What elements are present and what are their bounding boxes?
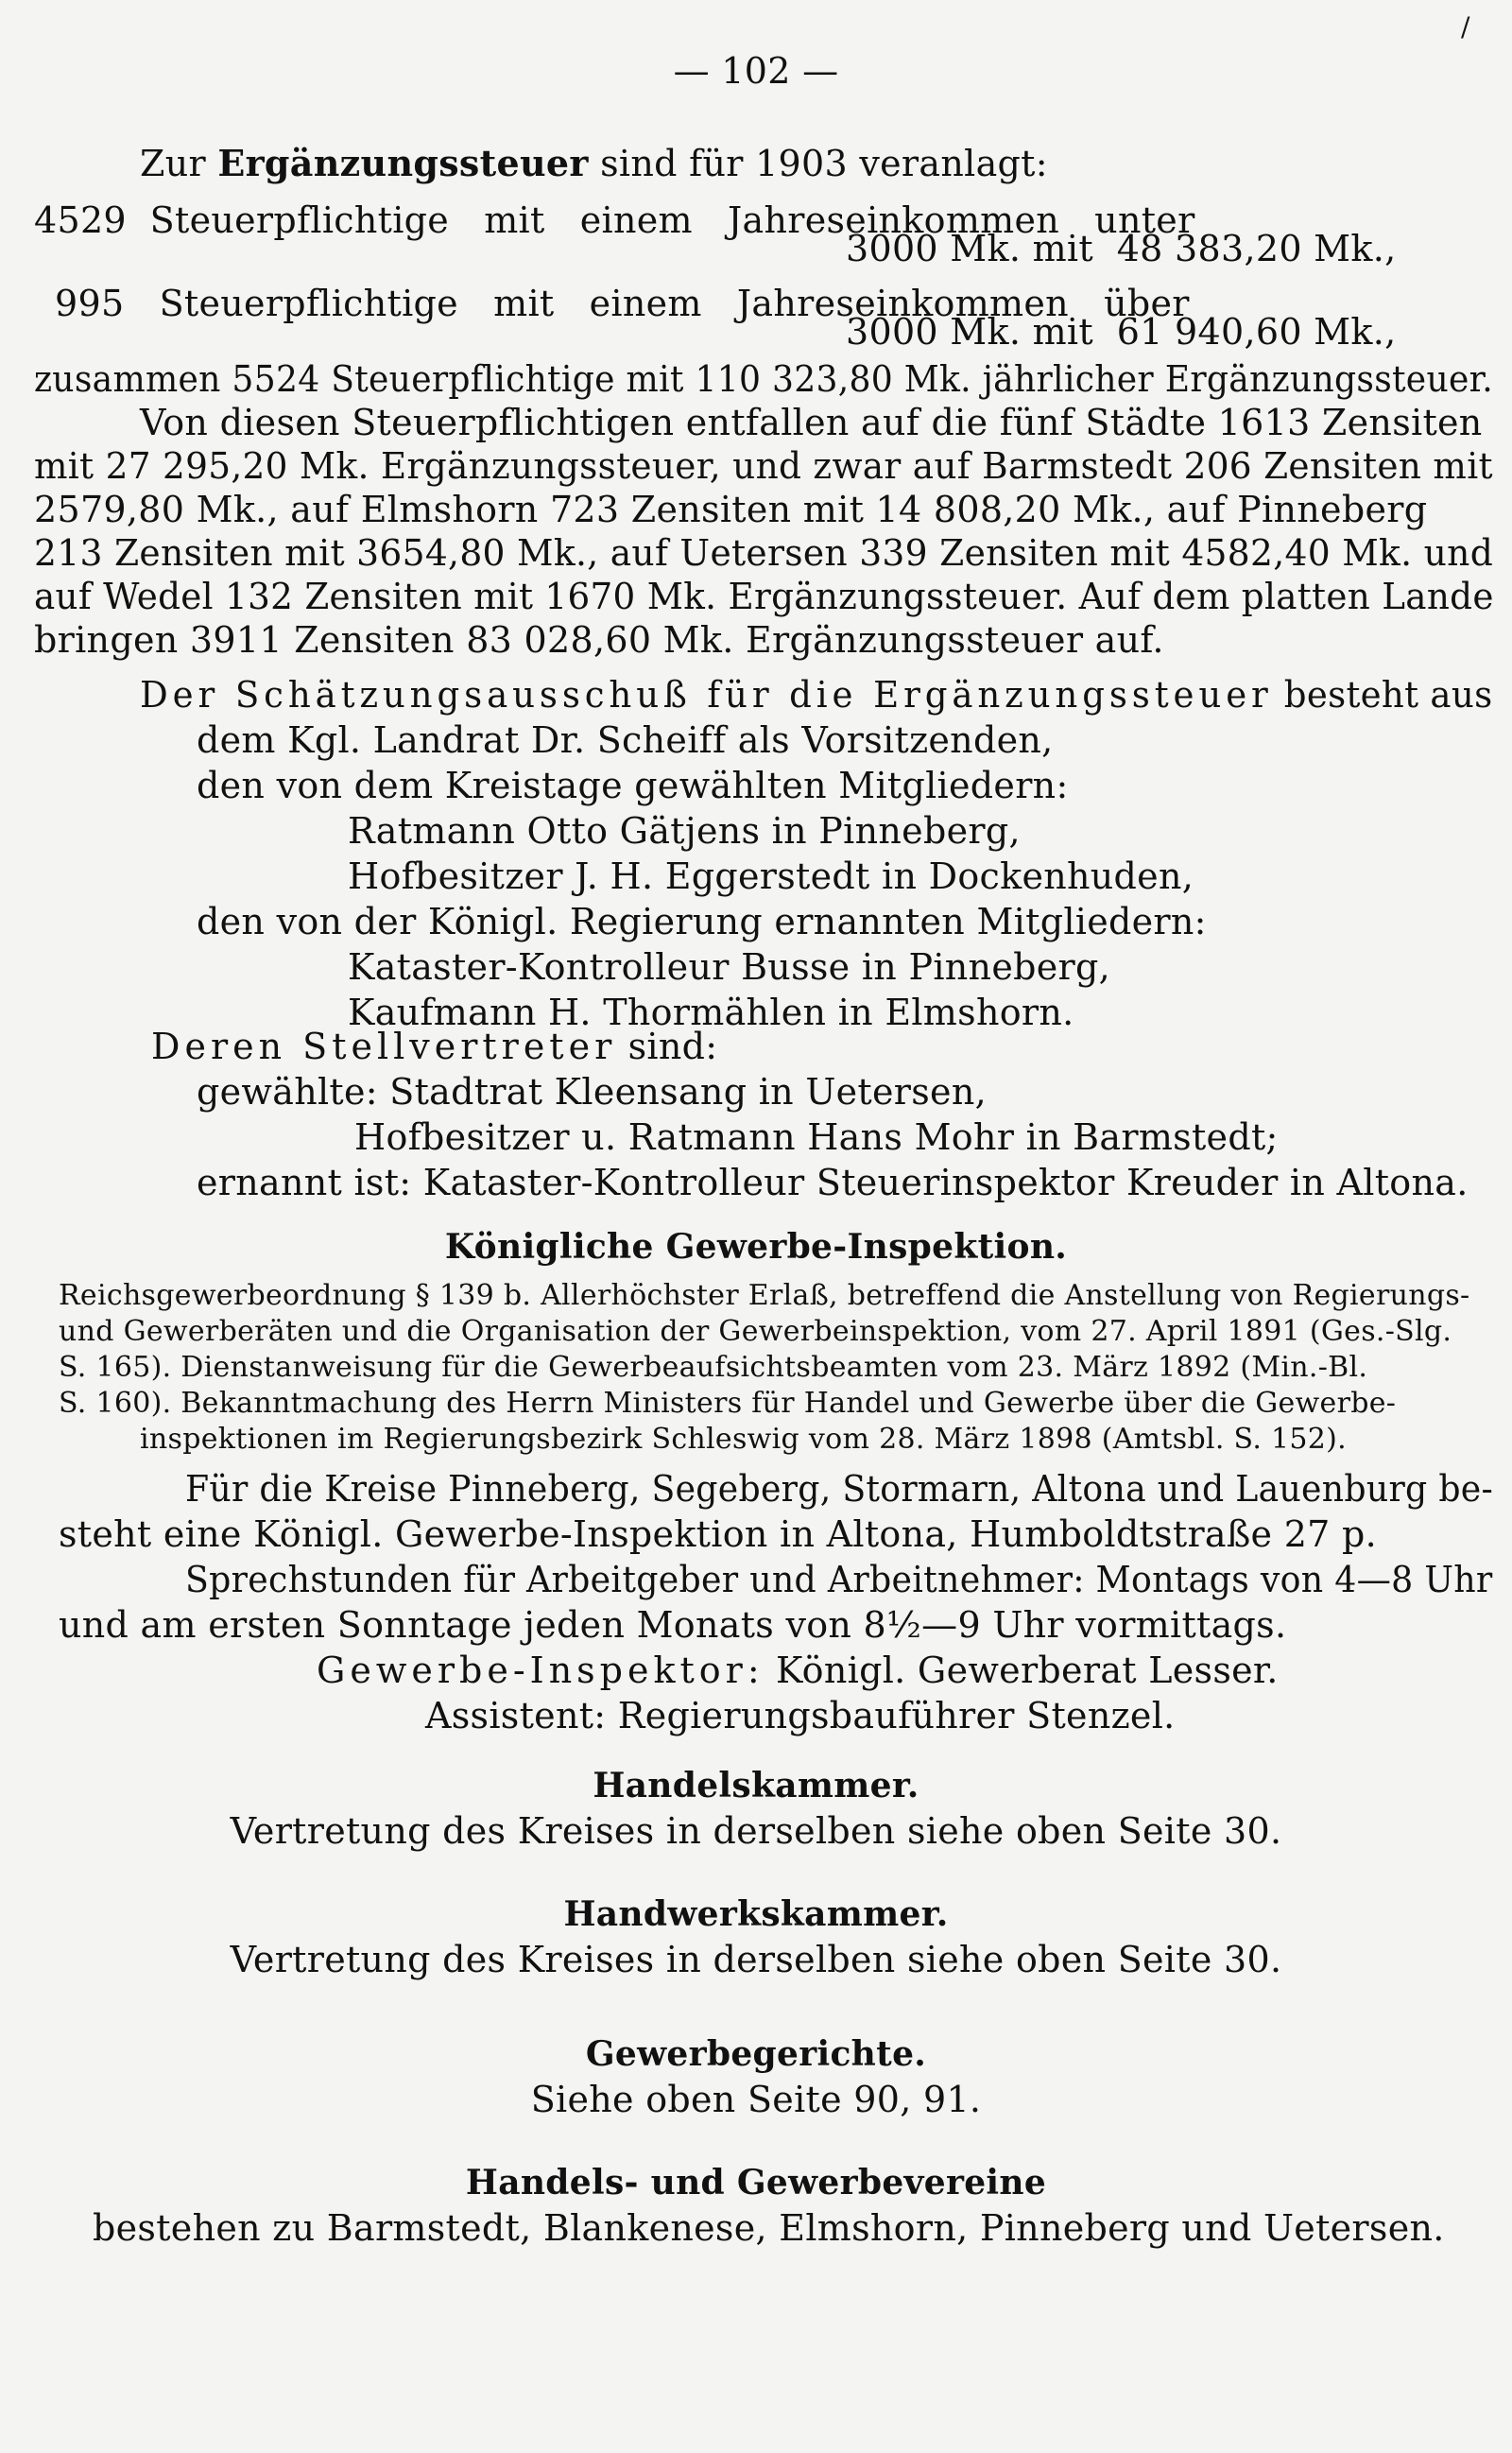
vereine-text: bestehen zu Barmstedt, Blankenese, Elmshorn, Pinneberg und Uetersen. <box>93 2207 1445 2249</box>
gewerbegerichte-text: Siehe oben Seite 90, 91. <box>530 2079 982 2120</box>
stellv-ernannt: ernannt ist: Kataster-Kontrolleur Steuerinspektor Kreuder in Altona. <box>197 1162 1469 1203</box>
corner-mark: / <box>1461 11 1470 43</box>
ausschuss-chair: dem Kgl. Landrat Dr. Scheiff als Vorsitzenden, <box>197 719 1054 761</box>
erg-para-line-3: 2579,80 Mk., auf Elmshorn 723 Zensiten mit 14 808,20 Mk., auf Pinneberg <box>34 489 1428 530</box>
erg-para-line-6: bringen 3911 Zensiten 83 028,60 Mk. Ergänzungssteuer auf. <box>34 619 1164 661</box>
erg-intro-term: Ergänzungssteuer <box>217 142 589 184</box>
gewerbe-heading: Königliche Gewerbe-Inspektion. <box>444 1227 1068 1267</box>
gewerbe-inspector <box>317 1649 1279 1692</box>
gewerbe-inspector-name: Königl. Gewerberat Lesser. <box>764 1650 1279 1691</box>
ausschuss-title-rest: besteht aus <box>1272 674 1493 716</box>
ausschuss-member-2: Hofbesitzer J. H. Eggerstedt in Dockenhuden, <box>348 855 1194 897</box>
handelskammer-text: Vertretung des Kreises in derselben siehe oben Seite 30. <box>230 1810 1282 1852</box>
gewerbegerichte-heading: Gewerbegerichte. <box>585 2034 927 2074</box>
gewerbe-source-3: S. 165). Dienstanweisung für die Gewerbeaufsichtsbeamten vom 23. März 1892 (Min.-Bl. <box>59 1351 1368 1384</box>
ausschuss-regierung: den von der Königl. Regierung ernannten Mitgliedern: <box>197 901 1207 942</box>
erg-total: zusammen 5524 Steuerpflichtige mit 110 323,80 Mk. jährlicher Ergänzungssteuer. <box>34 358 1493 400</box>
page-number: — 102 — <box>673 50 839 92</box>
ausschuss-kreistag: den von dem Kreistage gewählten Mitgliedern: <box>197 765 1069 806</box>
gewerbe-body-1: Für die Kreise Pinneberg, Segeberg, Stormarn, Altona und Lauenburg be- <box>185 1468 1494 1510</box>
gewerbe-source-4: S. 160). Bekanntmachung des Herrn Ministers für Handel und Gewerbe über die Gewerbe- <box>59 1387 1397 1420</box>
erg-intro <box>140 142 1048 185</box>
gewerbe-source-1: Reichsgewerbeordnung § 139 b. Allerhöchster Erlaß, betreffend die Anstellung von Regierungs- <box>59 1279 1470 1312</box>
erg-row-1a: 4529 Steuerpflichtige mit einem Jahreseinkommen unter <box>34 199 1195 241</box>
ausschuss-member-3: Kataster-Kontrolleur Busse in Pinneberg, <box>348 946 1110 988</box>
stellv-title-rest: sind: <box>616 1026 718 1067</box>
handelskammer-heading: Handelskammer. <box>593 1766 919 1805</box>
erg-para-line-1: Von diesen Steuerpflichtigen entfallen auf die fünf Städte 1613 Zensiten <box>140 402 1483 443</box>
handwerkskammer-text: Vertretung des Kreises in derselben siehe oben Seite 30. <box>230 1939 1282 1980</box>
erg-para-line-2: mit 27 295,20 Mk. Ergänzungssteuer, und zwar auf Barmstedt 206 Zensiten mit <box>34 445 1493 487</box>
gewerbe-assistant: Assistent: Regierungsbauführer Stenzel. <box>425 1695 1176 1736</box>
gewerbe-body-2: steht eine Königl. Gewerbe-Inspektion in Altona, Humboldtstraße 27 p. <box>59 1513 1378 1555</box>
ausschuss-title-spaced: Der Schätzungsausschuß für die Ergänzungssteuer <box>140 674 1273 716</box>
erg-intro-text: Zur <box>140 143 218 184</box>
stellv-gewaehlt-2: Hofbesitzer u. Ratmann Hans Mohr in Barmstedt; <box>354 1116 1279 1158</box>
ausschuss-title <box>140 673 1492 717</box>
gewerbe-inspector-label: Gewerbe-Inspektor: <box>317 1650 765 1691</box>
gewerbe-source-2: und Gewerberäten und die Organisation der Gewerbeinspektion, vom 27. April 1891 (Ges.-Slg. <box>59 1315 1452 1348</box>
stellv-title-spaced: Deren Stellvertreter <box>151 1026 617 1067</box>
ausschuss-member-1: Ratmann Otto Gätjens in Pinneberg, <box>348 810 1021 852</box>
erg-row-2a: 995 Steuerpflichtige mit einem Jahreseinkommen über <box>55 283 1190 324</box>
ausschuss-member-4: Kaufmann H. Thormählen in Elmshorn. <box>348 992 1074 1033</box>
stellv-gewaehlt: gewählte: Stadtrat Kleensang in Uetersen, <box>197 1071 987 1113</box>
gewerbe-body-4: und am ersten Sonntage jeden Monats von 8½—9 Uhr vormittags. <box>59 1604 1287 1646</box>
erg-para-line-5: auf Wedel 132 Zensiten mit 1670 Mk. Ergänzungssteuer. Auf dem platten Lande <box>34 576 1494 617</box>
gewerbe-source-5: inspektionen im Regierungsbezirk Schleswig vom 28. März 1898 (Amtsbl. S. 152). <box>140 1423 1347 1456</box>
stellv-title <box>151 1025 717 1068</box>
erg-row-2b: 3000 Mk. mit 61 940,60 Mk., <box>846 311 1397 353</box>
handwerkskammer-heading: Handwerkskammer. <box>563 1894 949 1934</box>
erg-para-line-4: 213 Zensiten mit 3654,80 Mk., auf Uetersen 339 Zensiten mit 4582,40 Mk. und <box>34 532 1494 574</box>
erg-intro-rest: sind für 1903 veranlagt: <box>588 143 1048 184</box>
erg-row-1b: 3000 Mk. mit 48 383,20 Mk., <box>846 228 1397 269</box>
gewerbe-body-3: Sprechstunden für Arbeitgeber und Arbeitnehmer: Montags von 4—8 Uhr <box>185 1559 1493 1600</box>
vereine-heading: Handels- und Gewerbevereine <box>465 2163 1047 2203</box>
